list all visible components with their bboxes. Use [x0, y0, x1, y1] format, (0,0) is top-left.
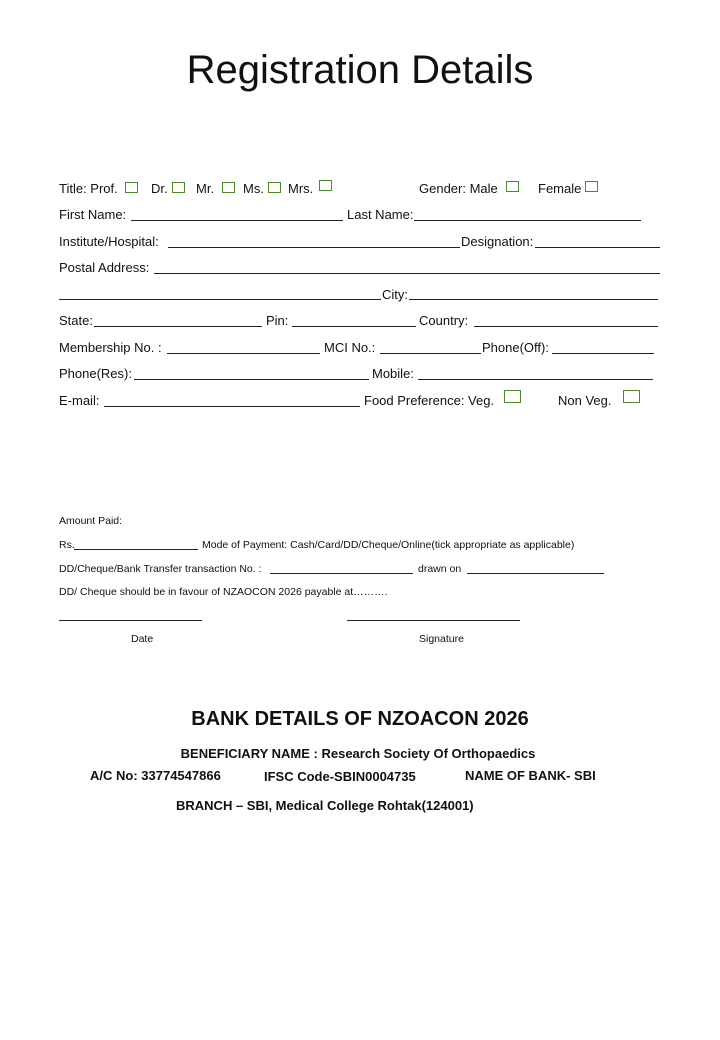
mrs-checkbox[interactable] [319, 180, 332, 191]
postal-address-line2-field[interactable] [59, 299, 381, 300]
female-checkbox[interactable] [585, 181, 598, 192]
designation-field[interactable] [535, 247, 660, 248]
last-name-field[interactable] [414, 220, 641, 221]
city-field[interactable] [409, 299, 658, 300]
signature-field[interactable] [347, 620, 520, 621]
ifsc-code: IFSC Code-SBIN0004735 [264, 769, 416, 784]
phone-off-field[interactable] [552, 353, 654, 354]
rs-label: Rs. [59, 539, 75, 551]
mobile-field[interactable] [418, 379, 653, 380]
veg-checkbox[interactable] [504, 390, 521, 403]
phone-off-label: Phone(Off): [482, 340, 549, 355]
account-number: A/C No: 33774547866 [90, 768, 221, 783]
transaction-label: DD/Cheque/Bank Transfer transaction No. : [59, 563, 262, 575]
signature-label: Signature [419, 633, 464, 645]
state-label: State: [59, 313, 93, 328]
postal-address-label: Postal Address: [59, 260, 150, 275]
branch-details: BRANCH – SBI, Medical College Rohtak(124001) [176, 798, 474, 813]
gender-female-label: Female [538, 181, 582, 196]
page-title: Registration Details [186, 48, 534, 92]
phone-res-field[interactable] [134, 379, 369, 380]
institute-field[interactable] [168, 247, 460, 248]
favour-text: DD/ Cheque should be in favour of NZAOCON 2026 payable at………. [59, 586, 388, 598]
beneficiary-name: BENEFICIARY NAME : Research Society Of Orthopaedics [180, 746, 536, 761]
title-ms-label: Ms. [243, 181, 264, 196]
bank-details-heading: BANK DETAILS OF NZOACON 2026 [191, 708, 529, 730]
transaction-field[interactable] [270, 573, 413, 574]
non-veg-label: Non Veg. [558, 393, 612, 408]
designation-label: Designation: [461, 234, 534, 249]
pin-field[interactable] [292, 326, 416, 327]
non-veg-checkbox[interactable] [623, 390, 640, 403]
institute-label: Institute/Hospital: [59, 234, 159, 249]
mode-of-payment-text: Mode of Payment: Cash/Card/DD/Cheque/Online(tick appropriate as applicable) [202, 539, 575, 551]
dr-checkbox[interactable] [172, 182, 185, 193]
mci-label: MCI No.: [324, 340, 376, 355]
postal-address-field[interactable] [154, 273, 660, 274]
membership-label: Membership No. : [59, 340, 162, 355]
title-dr-label: Dr. [151, 181, 168, 196]
title-mrs-label: Mrs. [288, 181, 314, 196]
prof-checkbox[interactable] [125, 182, 138, 193]
amount-paid-label: Amount Paid: [59, 515, 123, 527]
mr-checkbox[interactable] [222, 182, 235, 193]
mobile-label: Mobile: [372, 366, 414, 381]
state-field[interactable] [94, 326, 262, 327]
drawn-on-label: drawn on [418, 563, 462, 575]
ms-checkbox[interactable] [268, 182, 281, 193]
pin-label: Pin: [266, 313, 289, 328]
bank-name: NAME OF BANK- SBI [465, 768, 596, 783]
last-name-label: Last Name: [347, 207, 414, 222]
email-field[interactable] [104, 406, 360, 407]
amount-field[interactable] [74, 549, 198, 550]
mci-field[interactable] [380, 353, 481, 354]
title-mr-label: Mr. [196, 181, 215, 196]
city-label: City: [382, 287, 408, 302]
first-name-field[interactable] [131, 220, 343, 221]
phone-res-label: Phone(Res): [59, 366, 132, 381]
date-field[interactable] [59, 620, 202, 621]
country-label: Country: [419, 313, 469, 328]
male-checkbox[interactable] [506, 181, 519, 192]
title-prof-label: Title: Prof. [59, 181, 118, 196]
date-label: Date [131, 633, 154, 645]
country-field[interactable] [474, 326, 658, 327]
first-name-label: First Name: [59, 207, 127, 222]
food-veg-label: Food Preference: Veg. [364, 393, 495, 408]
membership-field[interactable] [167, 353, 320, 354]
email-label: E-mail: [59, 393, 100, 408]
drawn-on-field[interactable] [467, 573, 604, 574]
gender-male-label: Gender: Male [419, 181, 498, 196]
